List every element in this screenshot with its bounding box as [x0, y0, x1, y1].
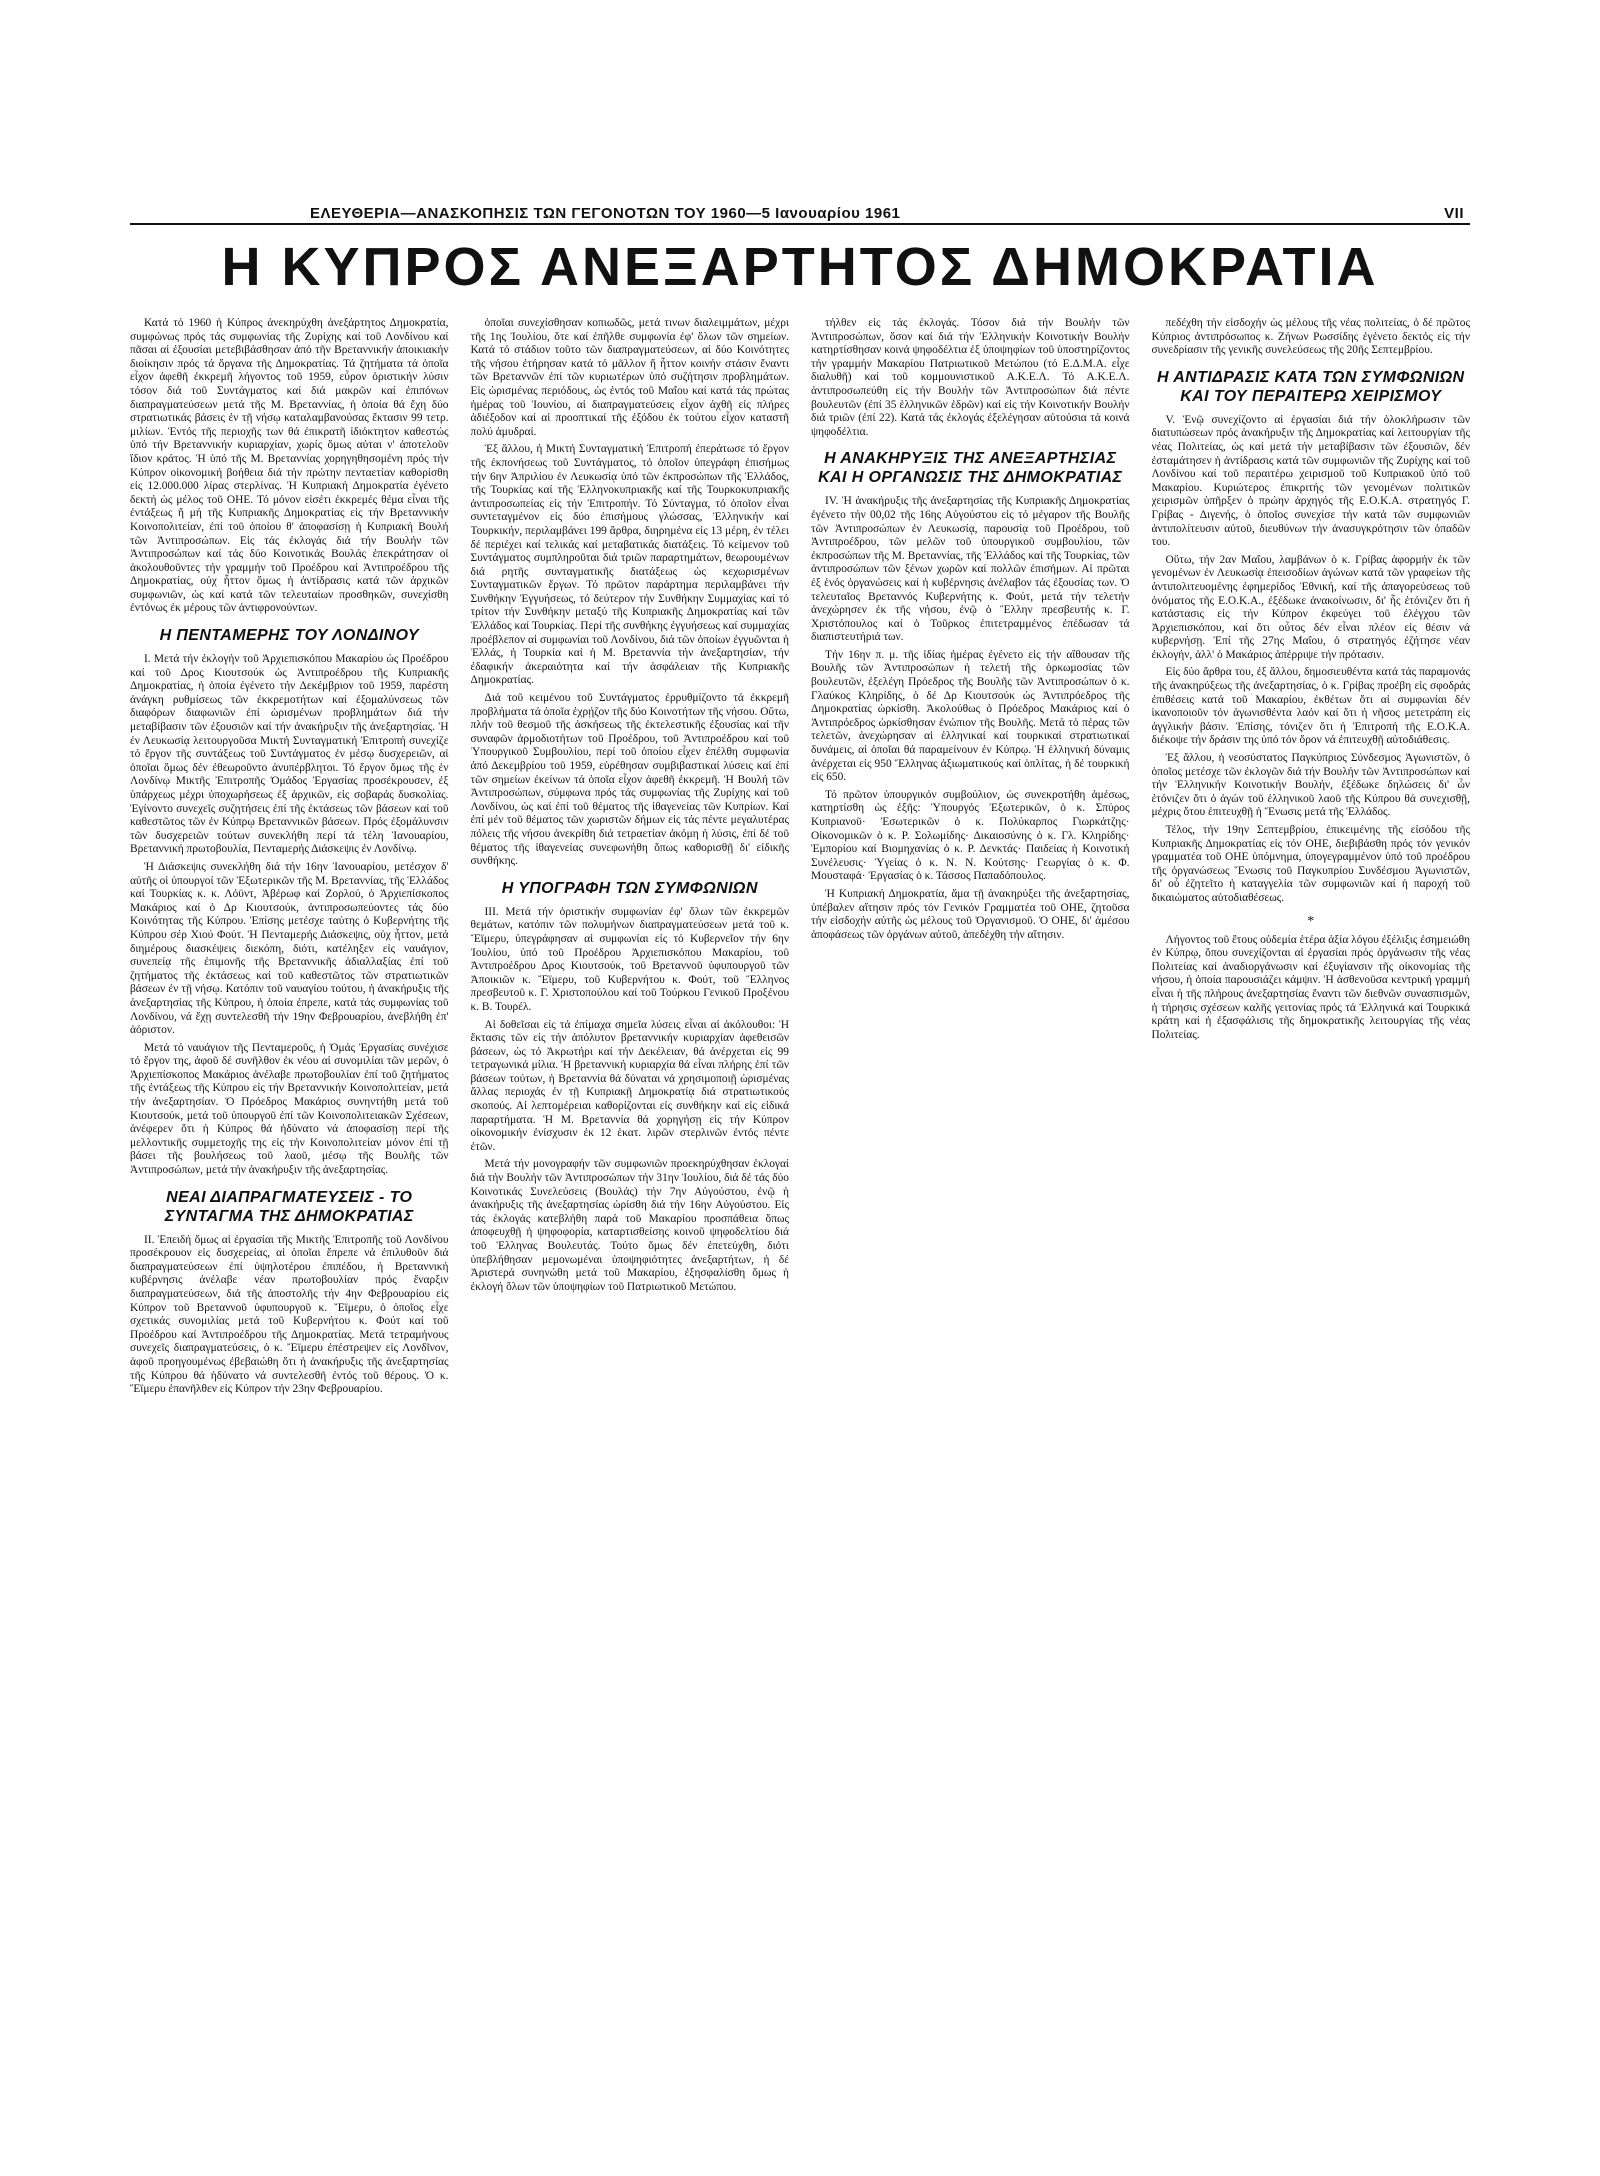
paragraph: Ἐξ ἄλλου, ἡ νεοσύστατος Παγκύπριος Σύνδεσμος Ἀγωνιστῶν, ὁ ὁποῖος μετέσχε τῶν ἐκλογῶν διά τήν Βουλήν τῶν Ἀντιπροσώπων καί τήν Ἑλληνικήν Κοινοτικήν Βουλήν, ἐξέδωκε δηλώσεις δι' ὧν ἐτόνιζεν ὅτι ὁ ἀγών τοῦ ἑλληνικοῦ λαοῦ τῆς Κύπρου θά συνεχισθῇ, μέχρις ὅτου ἐπιτευχθῇ ἡ Ἕνωσις μετά τῆς Ἑλλάδος.	[1151, 752, 1470, 819]
section-separator: *	[1307, 913, 1315, 929]
newspaper-page	[130, 205, 1470, 1905]
paragraph: Ἡ Διάσκεψις συνεκλήθη διά τήν 16ην Ἰανουαρίου, μετέσχον δ' αὐτῆς οἱ ὑπουργοί τῶν Ἐξωτερικῶν τῆς Μ. Βρεταννίας, τῆς Ἑλλάδος καί Τουρκίας κ. κ. Λόϋντ, Ἀβέρωφ καί Ζορλού, ὁ Ἀρχιεπίσκοπος Μακάριος καί ὁ Δρ Κιουτσούκ, ἀντιπροσωπεύοντες τάς δύο Κοινότητας τῆς Κύπρου. Ἐπίσης μετέσχε ταύτης ὁ Κυβερνήτης τῆς Κύπρου σέρ Χιού Φούτ. Ἡ Πενταμερής Διάσκεψις, οὐχ ἧττον, μετά διημέρους διασκέψεις διεκόπη, διότι, κατέληξεν εἰς ναυάγιον, συνεπείᾳ τῆς ἐπιμονῆς τῆς Βρεταννικῆς ἀδιαλλαξίας ἐπί τοῦ ζητήματος τῆς ἐκτάσεως καί τοῦ καθεστῶτος τῶν στρατιωτικῶν βάσεων ἐν τῇ νήσῳ. Κατόπιν τοῦ ναυαγίου τούτου, ἡ ἀνακήρυξις τῆς ἀνεξαρτησίας τῆς Κύπρου, ἡ ὁποία ἐπρεπε, κατά τάς συμφωνίας τοῦ Λονδίνου, νά ἔχῃ συντελεσθῆ τήν 19ην Φεβρουαρίου, ἀνεβλήθη ἐπ' ἀόριστον.	[130, 860, 449, 1037]
paragraph: Εἰς δύο ἄρθρα του, ἐξ ἄλλου, δημοσιευθέντα κατά τάς παραμονάς τῆς ἀνακηρύξεως τῆς ἀνεξαρτησίας, ὁ κ. Γρίβας προέβη εἰς σφοδράς ἐπιθέσεις κατά τοῦ Μακαρίου, ἐκθέτων ὅτι αἱ συμφωνίαι δέν ἱκανοποιοῦν τόν ἀγωνισθέντα λαόν καί ὅτι ἡ νῆσος μετετράπη εἰς ἀγγλικήν βάσιν. Ἐπίσης, τόνιζεν ὅτι ἡ Ἐπιτροπή τῆς Ε.Ο.Κ.Α. διέκοψε τήν δράσιν της ὑπό τόν ὅρον νά ἐπιτευχθῇ αὐτοδιάθεσις.	[1151, 666, 1470, 747]
paragraph: ΙV. Ἡ ἀνακήρυξις τῆς ἀνεξαρτησίας τῆς Κυπριακῆς Δημοκρατίας ἐγένετο τήν 00,02 τῆς 16ης Αὐγούστου εἰς τό μέγαρον τῆς Βουλῆς τῶν Ἀντιπροσώπων ἐν Λευκωσίᾳ, παρουσίᾳ τοῦ Προέδρου, τοῦ Ἀντιπροέδρου, τῶν μελῶν τοῦ ὑπουργικοῦ συμβουλίου, τῶν ἐκπροσώπων τῆς Μ. Βρεταννίας, τῆς Ἑλλάδος καί τῆς Τουρκίας, τῶν ἀντιπροσώπων τῶν ξένων χωρῶν καί πολλῶν ἐπισήμων. Αἱ πρῶται ἐξ ἑνός ὀργανώσεις καί ἡ κυβέρνησις ἀνέλαβον τάς ἐξουσίας των. Ὁ τελευταῖος Βρεταννός Κυβερνήτης κ. Φούτ, μετά τήν τελετήν ἀνεχώρησεν ἐκ τῆς νήσου, ἐνῷ ὁ Ἕλλην πρεσβευτής κ. Γ. Χριστόπουλος καί ὁ Τοῦρκος ἐπιτετραμμένος ἐπέδωσαν τά διαπιστευτήριά των.	[811, 495, 1130, 644]
column-2	[471, 317, 790, 1897]
header-title: ΕΛΕΥΘΕΡΙΑ—ΑΝΑΣΚΟΠΗΣΙΣ ΤΩΝ ΓΕΓΟΝΟΤΩΝ ΤΟΥ 1960—5 Ιανουαρίου 1961	[310, 205, 901, 222]
paragraph: V. Ἐνῷ συνεχίζοντο αἱ ἐργασίαι διά τήν ὁλοκλήρωσιν τῶν διατυπώσεων πρός ἀνακήρυξιν τῆς Δημοκρατίας καί λειτουργίαν τῆς νέας Πολιτείας, ὡς καί μετά τήν μεταβίβασιν τῶν ἐξουσιῶν, δέν ἐσταμάτησεν ἡ ἀντίδρασις κατά τῶν συμφωνιῶν τῆς Ζυρίχης καί τοῦ Λονδίνου καί τοῦ περαιτέρω χειρισμοῦ τοῦ Κυπριακοῦ ὑπό τοῦ Μακαρίου. Κυριώτερος ἐπικριτής τῶν γενομένων πολιτικῶν χειρισμῶν ὑπῆρξεν ὁ πρώην ἀρχηγός τῆς Ε.Ο.Κ.Α. στρατηγός Γ. Γρίβας - Διγενής, ὁ ὁποῖος συνεχίσε τήν κατά τῶν συμφωνιῶν ἀντιπολίτευσιν αὐτοῦ, διευθύνων τήν ἀνασυγκρότησιν τῶν ὀπαδῶν του.	[1151, 413, 1470, 549]
paragraph: Τήν 16ην π. μ. τῆς ἰδίας ἡμέρας ἐγένετο εἰς τήν αἴθουσαν τῆς Βουλῆς τῶν Ἀντιπροσώπων ἡ τελετή τῆς ὁρκωμοσίας τῶν βουλευτῶν, ἐξελέγη Πρόεδρος τῆς Βουλῆς τῶν Ἀντιπροσώπων ὁ κ. Γλαύκος Κληρίδης, ὁ δέ Δρ Κιουτσούκ ὡς Ἀντιπρόεδρος τῆς Δημοκρατίας ὠρκίσθη. Ἀκολούθως ὁ Πρόεδρος Μακάριος καί ὁ Ἀντιπρόεδρος ὡρκίσθησαν ἐνώπιον τῆς Βουλῆς. Μετά τό πέρας τῶν τελετῶν, ἀνεχώρησαν αἱ ἑλληνικαί καί τουρκικαί στρατιωτικαί δυνάμεις, αἱ ὁποῖαι θά παραμείνουν ἐν Κύπρῳ. Ἡ ἑλληνική δύναμις ἀνέρχεται εἰς 950 Ἕλληνας ἀξιωματικούς καί ὁπλίτας, ἡ δέ τουρκική εἰς 650.	[811, 648, 1130, 784]
paragraph: Κατά τό 1960 ἡ Κύπρος ἀνεκηρύχθη ἀνεξάρτητος Δημοκρατία, συμφώνως πρός τάς συμφωνίας τῆς Ζυρίχης καί τοῦ Λονδίνου καί πᾶσαι αἱ ἐξουσίαι μετεβιβάσθησαν ἀπό τῆν Βρεταννικήν ἀποικιακήν διοίκησιν πρός τά ὄργανα τῆς Δημοκρατίας. Τά ζητήματα τά ὁποῖα εἶχον ἀφεθῆ ἐκκρεμῆ λήγοντος τοῦ 1959, εὗρον ὁριστικήν λύσιν τόσον διά τοῦ Συντάγματος καί διά μακρῶν καί ἐπιπόνων διαπραγματεύσεων μετά τῆς Μ. Βρεταννίας, ἡ ὁποία θά ἔχη δύο στρατιωτικάς βάσεις ἐν τῇ νήσῳ καταλαμβανούσας ἔκτασιν 99 τετρ. μιλίων. Ἐντός τῆς περιοχῆς των θά ἐπικρατῆ ἰδιόκτητον καθεστώς ὑπό τήν Βρεταννικήν κυριαρχίαν, χωρίς ὅμως αὐται ν' ἀποτελοῦν ἴδιον κράτος. Ἡ ὑπό τῆς Μ. Βρεταννίας χορηγηθησομένη πρός τήν Κύπρον οἰκονομική βοήθεια διά τήν πρώτην πενταετίαν καθορίσθη εἰς 12.000.000 λίρας στερλίνας. Ἡ Κυπριακή Δημοκρατία ἐγένετο δεκτή ὡς μέλος τοῦ ΟΗΕ. Τό μόνον εἰσέτι ἐκκρεμές θέμα εἶναι τῆς ἐντάξεως ἤ μή τῆς Κυπριακῆς Δημοκρατίας εἰς τήν Βρεταννικήν Κοινοπολιτείαν, ἐπί τοῦ ὁποίου θ' ἀποφασίσῃ ἡ Κυπριακή Βουλή τῶν Ἀντιπροσώπων. Εἰς τάς ἐκλογάς διά τήν Βουλήν τῶν Ἀντιπροσώπων καί τάς δύο Κοινοτικάς Βουλάς ἐπεκράτησαν οἱ ἀκολουθοῦντες τήν γραμμήν τοῦ Προέδρου καί Ἀντιπροέδρου τῆς Δημοκρατίας, οὐχ ἧττον ὅμως ἡ ἀντίδρασις κατά τῶν ἀρχικῶν συμφωνιῶν, ὡς καί κατά τῶν τελευταίων προσθηκῶν, συνεχίσθη ἐντόνως ἐκ μέρους τῶν ἀντιφρονούντων.	[130, 317, 449, 615]
article-columns	[130, 317, 1470, 1897]
running-header	[130, 205, 1470, 225]
paragraph: Διά τοῦ κειμένου τοῦ Συντάγματος ἐρρυθμίζοντο τά ἐκκρεμῆ προβλήματα τά ὁποῖα ἐχρῄζον τῆς δύο Κοινοτήτων τῆς νήσου. Οὕτω, πλήν τοῦ θεσμοῦ τῆς ἀσκήσεως τῆς ἐκτελεστικῆς ἐξουσίας καί τῆν συναφῶν ἁρμοδιοτήτων τοῦ Προέδρου, τοῦ Ἀντιπροέδρου καί τοῦ Ὑπουργικοῦ Συμβουλίου, περί τοῦ ὁποίου εἶχεν ἐπέλθη συμφωνία ἀπό Δεκεμβρίου τοῦ 1959, εὑρέθησαν συμβιβαστικαί λύσεις καί ἐπί τῶν σημείων ἐκείνων τά ὁποῖα εἶχον ἀφεθῆ ἐκκρεμῆ. Ἡ Βουλή τῶν Ἀντιπροσώπων, σύμφωνα πρός τάς συμφωνίας τῆς Ζυρίχης καί τοῦ Λονδίνου, ὡς καί ἐπί τοῦ θέματος τῆς ἰθαγενείας τῶν Κυπρίων. Καί ἐπί μέν τοῦ θέματος τῶν χωριστῶν δήμων εἰς τάς πέντε μεγαλυτέρας πόλεις τῆς νήσου ἀνεκρίθη διά τετραετίαν ἀκόμη ἡ λύσις, ἐπί δέ τοῦ θέματος τῆς ἰθαγενείας συνεφωνήθη ὅπως καθορισθῇ δι' εἰδικῆς συνθήκης.	[470, 692, 789, 868]
paragraph: τήλθεν εἰς τάς ἐκλογάς. Τόσον διά τήν Βουλήν τῶν Ἀντιπροσώπων, ὅσον καί διά τήν Ἑλληνικήν Κοινοτικήν Βουλήν κατηρτίσθησαν κοινά ψηφοδέλτια ἐξ ὑποψηφίων τοῦ ὑποστηρίζοντος τήν γραμμήν Μακαρίου Πατριωτικοῦ Μετώπου (τό Ε.Δ.Μ.Α. εἶχε διαλυθῆ) καί τοῦ κομμουνιστικοῦ Α.Κ.Ε.Λ. Τό Α.Κ.Ε.Λ. ἀντιπροσωπεύθη εἰς τήν Βουλήν τῶν Ἀντιπροσώπων διά πέντε βουλευτῶν (ἐπί 35 ἑλληνικῶν ἑδρῶν) καί εἰς τήν Κοινοτικήν Βουλήν διά τριῶν (ἐπί 22). Κατά τάς ἐκλογάς ἐξελέγησαν αὐτούσια τά κοινά ψηφοδέλτια.	[811, 317, 1130, 438]
paragraph: πεδέχθη τήν εἰσδοχήν ὡς μέλους τῆς νέας πολιτείας, ὁ δέ πρῶτος Κύπριος ἀντιπρόσωπος κ. Ζήνων Ρωσσίδης ἐγένετο δεκτός εἰς τήν συνεδρίασιν τῆς γενικῆς συνελεύσεως τῆς 20ῆς Σεπτεμβρίου.	[1151, 317, 1470, 357]
column-3	[811, 317, 1130, 1897]
article-headline: Η ΚΥΠΡΟΣ ΑΝΕΞΑΡΤΗΤΟΣ ΔΗΜΟΚΡΑΤΙΑ	[221, 237, 1379, 297]
page-number: VII	[1444, 205, 1464, 222]
section-heading: Η ΑΝΤΙΔΡΑΣΙΣ ΚΑΤΑ ΤΩΝ ΣΥΜΦΩΝΙΩΝ ΚΑΙ ΤΟΥ ΠΕΡΑΙΤΕΡΩ ΧΕΙΡΙΣΜΟΥ	[1157, 368, 1465, 405]
paragraph: Τέλος, τήν 19ην Σεπτεμβρίου, ἐπικειμένης τῆς εἰσόδου τῆς Κυπριακῆς Δημοκρατίας εἰς τόν ΟΗΕ, διεβιβάσθη πρός τόν γενικόν γραμματέα τοῦ ΟΗΕ ὑπόμνημα, ὑπογεγραμμένον ὑπό τοῦ προέδρου τῆς ὀργανώσεως Ἕνωσις τοῦ Παγκυπρίου Συνδέσμου Ἀγωνιστῶν, δι' οὗ ἐζητεῖτο ἡ καταγγελία τῶν συμφωνιῶν καί ἡ παροχή τοῦ δικαιώματος αὐτοδιαθέσεως.	[1151, 824, 1470, 904]
column-4	[1152, 317, 1471, 1897]
section-heading: ΝΕΑΙ ΔΙΑΠΡΑΓΜΑΤΕΥΣΕΙΣ - ΤΟ ΣΥΝΤΑΓΜΑ ΤΗΣ ΔΗΜΟΚΡΑΤΙΑΣ	[164, 1188, 414, 1225]
section-heading: Η ΠΕΝΤΑΜΕΡΗΣ ΤΟΥ ΛΟΝΔΙΝΟΥ	[159, 627, 419, 645]
paragraph: Μετά τήν μονογραφήν τῶν συμφωνιῶν προεκηρύχθησαν ἐκλογαί διά τήν Βουλήν τῶν Ἀντιπροσώπων τήν 31ην Ἰουλίου, διά δέ τάς δύο Κοινοτικάς Συνελεύσεις (Βουλάς) τήν 7ην Αὐγούστου, ἐνῷ ἡ ἀνακήρυξις τῆς ἀνεξαρτησίας ὠρίσθη διά τήν 16ην Αὐγούστου. Εἰς τάς ἐκλογάς κατεβλήθη παρά τοῦ Μακαρίου προσπάθεια ὅπως ἀποφευχθῇ ἡ ψηφοφορία, καταρτισθείσης κοινοῦ ψηφοδελτίου διά τοῦ Ἑλληνας Βουλευτάς. Τούτο ὅμως δέν ἐπετεύχθη, διότι ὑπεβλήθησαν μεμονωμέναι ὑποψηφιότητες ἀνεξαρτήτων, ἡ δέ Ἀριστερά συνηνώθη μετά τοῦ Μακαρίου, ἐξησφαλίσθη ὅμως ἡ ἐκλογή ὅλων τῶν ὑποψηφίων τοῦ Πατριωτικοῦ Μετώπου.	[470, 1158, 789, 1293]
paragraph: Ἡ Κυπριακή Δημοκρατία, ἅμα τῇ ἀνακηρύξει τῆς ἀνεξαρτησίας, ὑπέβαλεν αἴτησιν πρός τόν Γενικόν Γραμματέα τοῦ ΟΗΕ, ζητοῦσα τήν εἰσδοχήν αὐτῆς ὡς μέλους τοῦ Ὀργανισμοῦ. Ὁ ΟΗΕ, δι' ἀμέσου ἀποφάσεως τῶν ὀργάνων αὐτοῦ, ἀπεδέχθη τήν αἴτησιν.	[811, 887, 1130, 941]
paragraph: Οὕτω, τήν 2αν Μαΐου, λαμβάνων ὁ κ. Γρίβας ἀφορμήν ἐκ τῶν γενομένων ἐν Λευκωσίᾳ ἐπεισοδίων ἀγώνων κατά τῶν γραφείων τῆς ἀντιπολιτευομένης ἐφημερίδος Ἐθνική, καί τῆς ἀπαγορεύσεως τοῦ ὀνόματος τῆς Ε.Ο.Κ.Α., ἐξέδωκε ἀνακοίνωσιν, δι' ἧς ἐτόνιζεν ὅτι ἡ κατάστασις εἰς τήν Κύπρον ἐκφεύγει τοῦ ἐλέγχου τῶν Ἀρχιεπισκόπου, καί ὅτι οὗτος δέν εἶναι πλέον εἰς θέσιν νά κυβερνήσῃ. Ἐπί τῆς 27ης Μαΐου, ὁ στρατηγός ἐζήτησε νέαν ἐκλογήν, ἀλλ' ὁ Μακάριος ἀπέρριψε τήν πρότασιν.	[1151, 553, 1470, 661]
section-heading: Η ΑΝΑΚΗΡΥΞΙΣ ΤΗΣ ΑΝΕΞΑΡΤΗΣΙΑΣ ΚΑΙ Η ΟΡΓΑΝΩΣΙΣ ΤΗΣ ΔΗΜΟΚΡΑΤΙΑΣ	[818, 450, 1123, 487]
paragraph: Ι. Μετά τήν ἐκλογήν τοῦ Ἀρχιεπισκόπου Μακαρίου ὡς Προέδρου καί τοῦ Δρος Κιουτσούκ ὡς Ἀντιπροέδρου τῆς Κυπριακῆς Δημοκρατίας, ἡ ὁποία ἐγένετο τήν Δεκέμβριον τοῦ 1959, παρέστη ἀνάγκη ρυθμίσεως τῶν ἐκκρεμοτήτων καί ἐξομαλύνσεως τῶν διαφόρων διαφωνιῶν ἐπί ὡρισμένων προβλημάτων διά τήν μεταβίβασιν τῶν ἐξουσιῶν καί τήν ἀνακήρυξιν τῆς ἀνεξαρτησίας. Ἡ ἐν Λευκωσίᾳ λειτουργοῦσα Μικτή Συνταγματική Ἐπιτροπή συνεχίζε τό ἔργον τῆς συντάξεως τοῦ Συντάγματος ἐν μέσῳ δυσχερειῶν, αἱ ὁποῖαι ὅμως δέν ἐθεωροῦντο ἀνυπέρβλητοι. Τό ἔργον ὅμως τῆς ἐν Λονδίνῳ Μικτῆς Ἐπιτροπῆς Ὁμάδος Ἐργασίας προσέκρουσεν, ἐξ ὑπάρχεως μέχρι ὑποχωρήσεως ἐξ ἀρχικῶν, εἰς σοβαράς δυσκολίας. Ἐγίνοντο συνεχεῖς συζητήσεις ἐπί τῆς ἐκτάσεως τῶν βάσεων καί τοῦ καθεστῶτος τῶν ἐν Κύπρῳ Βρεταννικῶν βάσεων. Πρός ἐξομάλυνσιν τῶν δυσχερειῶν τούτων συνεκλήθη περί τά τέλη Ἰανουαρίου, Βρεταννική πρωτοβουλία, Πενταμερής Διάσκεψις ἐν Λονδίνῳ.	[130, 653, 449, 856]
section-heading: Η ΥΠΟΓΡΑΦΗ ΤΩΝ ΣΥΜΦΩΝΙΩΝ	[501, 879, 758, 897]
paragraph: Ἐξ ἄλλου, ἡ Μικτή Συνταγματική Ἐπιτροπή ἐπεράτωσε τό ἔργον τῆς ἐκπονήσεως τοῦ Συντάγματος, τό ὁποῖον ὑπεγράφη ἐπισήμως τήν 6ην Ἀπριλίου ἐν Λευκωσίᾳ ὑπό τῶν ἐκπροσώπων τῆς Ἑλλάδος, τῆς Τουρκίας καί τῆς Ἑλληνοκυπριακῆς καί τῆς Τουρκοκυπριακῆς ἀντιπροσωπείας εἰς τήν Ἐπιτροπήν. Τό Σύνταγμα, τό ὁποῖον εἶναι συντεταγμένον εἰς δύο ἐπισήμους γλώσσας, Ἑλληνικήν καί Τουρκικήν, περιλαμβάνει 199 ἄρθρα, διηρημένα εἰς 13 μέρη, ἐν τέλει δέ περιέχει καί τελικάς καί μεταβατικάς διατάξεις. Τό κείμενον τοῦ Συντάγματος συμπληροῦται διά τριῶν παραρτημάτων, θεωρουμένων διά ρητῆς συνταγματικῆς διατάξεως ὡς κεχωρισμένων Συνταγματικῶν ἔργων. Τό πρῶτον παράρτημα περιλαμβάνει τήν Συνθήκην Ἐγγυήσεως, τό δεύτερον τήν Συνθήκην Συμμαχίας καί τό τρίτον τήν Συνθήκην μεταξύ τῆς Κυπριακῆς Δημοκρατίας καί τῶν Ἐλλάδος καί Τουρκίας. Περί τῆς συνθήκης ἐγγυήσεως καί συμμαχίας προέβλεπον αἱ συμφωνίαι τοῦ Λονδίνου, διά τῶν ὁποίων ἐγγυῶνται ἡ Ἑλλάς, ἡ Τουρκία καί ἡ Μ. Βρεταννία τήν ἀνεξαρτησίαν, τήν ἐδαφικήν ἀκεραιότητα καί τήν ἀσφάλειαν τῆς Κυπριακῆς Δημοκρατίας.	[470, 443, 789, 687]
paragraph: Λήγοντος τοῦ ἔτους οὐδεμία ἑτέρα ἀξία λόγου ἐξέλιξις ἐσημειώθη ἐν Κύπρῳ, ὅπου συνεχίζονται αἱ ἐργασίαι πρός ὀργάνωσιν τῆς νέας Πολιτείας καί ἀναδιοργάνωσιν καί ἐξυγίανσιν τῆς οἰκονομίας τῆς νήσου, ἡ ὁποία παρουσιάζει κάμψιν. Ἡ ἀσθενοῦσα κεντρική γραμμή εἶναι ἡ τῆς πλήρους ἀνεξαρτησίας ἔναντι τῶν διεθνῶν συνασπισμῶν, ἡ τήρησις σχέσεων καλῆς γειτονίας πρός τά Ἑλληνικά καί Τουρκικά κράτη καί ἡ ἐξασφάλισις τῆς δημοκρατικῆς λειτουργίας τῆς νέας Πολιτείας.	[1151, 933, 1470, 1041]
paragraph: Τό πρῶτον ὑπουργικόν συμβούλιον, ὡς συνεκροτήθη ἀμέσως, κατηρτίσθη ὡς ἑξῆς: Ὑπουργός Ἐξωτερικῶν, ὁ κ. Σπύρος Κυπριανοῦ· Ἐσωτερικῶν ὁ κ. Πολύκαρπος Γιωρκάτζης· Οἰκονομικῶν ὁ κ. Ρ. Σολωμίδης· Δικαιοσύνης ὁ κ. Γλ. Κληρίδης· Ἐμπορίου καί Βιομηχανίας ὁ κ. Ρ. Δενκτάς· Παιδείας ἡ Κοινοτική Συνέλευσις· Ὑγείας ὁ κ. Ν. Ν. Κούτσης· Γεωργίας ὁ κ. Φ. Μουσταφά· Ἐργασίας ὁ κ. Τάσσος Παπαδόπουλος.	[811, 788, 1130, 883]
paragraph: Μετά τό ναυάγιον τῆς Πενταμεροῦς, ἡ Ὁμάς Ἐργασίας συνέχισε τό ἔργον της, ἀφοῦ δέ συνῆλθον ἐκ νέου αἱ συνομιλίαι τῶν μερῶν, ὁ Ἀρχιεπίσκοπος Μακάριος ἀνέλαβε πρωτοβουλίαν ἐπί τοῦ ζητήματος τῆς ἐντάξεως τῆς Κύπρου εἰς τήν Βρεταννικήν Κοινοπολιτείαν, μετά τήν ἀνεξαρτησίαν. Ὁ Πρόεδρος Μακάριος συνηντήθη μετά τοῦ Κιουτσούκ, μετά τοῦ ὑπουργοῦ ἐπί τῶν Κοινοπολιτειακῶν Σχέσεων, ἀνέφερεν ὅτι ἡ Κύπρος θά ἠδύνατο νά ἀποφασίσῃ περί τῆς μελλοντικῆς συμμετοχῆς της εἰς τήν Κοινοπολιτείαν μόνον ἐπί τῇ βάσει τῆς βουλήσεως τοῦ λαοῦ, μέσῳ τῆς Βουλῆς τῶν Ἀντιπροσώπων, μετά τήν ἀνακήρυξιν τῆς ἀνεξαρτησίας.	[130, 1041, 449, 1177]
paragraph: Αἱ δοθεῖσαι εἰς τά ἐπίμαχα σημεῖα λύσεις εἶναι αἱ ἀκόλουθοι: Ἡ ἔκτασις τῶν εἰς τήν ἀπόλυτον βρεταννικήν κυριαρχίαν ἀφεθεισῶν βάσεων, ὡς τό Ἀκρωτήρι καί τήν Δεκέλειαν, θά ἀνέρχεται εἰς 99 τετραγωνικά μίλια. Ἡ βρεταννική κυριαρχία θά εἶναι πλήρης ἐπί τῶν βάσεων τούτων, ἡ Βρεταννία θά δύναται νά χρησιμοποιῇ ὡρισμένας ἄλλας περιοχάς ἐν τῇ Κυπριακῇ Δημοκρατίᾳ διά στρατιωτικούς σκοπούς. Αἱ λεπτομέρειαι καθορίζονται εἰς συνθήκην καί εἰς εἰδικά παραρτήματα. Ἡ Μ. Βρεταννία θά χορηγήσῃ εἰς τήν Κύπρον οἰκονομικήν ἐνίσχυσιν ἐκ 12 ἑκατ. λιρῶν στερλινῶν ἐντός πέντε ἐτῶν.	[470, 1018, 789, 1153]
paragraph: ὁποῖαι συνεχίσθησαν κοπιωδῶς, μετά τινων διαλειμμάτων, μέχρι τῆς 1ης Ἰουλίου, ὅτε καί ἐπῆλθε συμφωνία ἐφ' ὅλων τῶν σημείων. Κατά τό στάδιον τοῦτο τῶν διαπραγματεύσεων, αἱ δύο Κοινότητες τῆς νήσου ἐτήρησαν κατά τό μᾶλλον ἤ ἧττον κοινήν στάσιν ἔναντι τῶν Βρεταννῶν ἐπί τῶν κυριωτέρων ὑπό συζήτησιν προβλημάτων. Εἰς ὡρισμένας περιόδους, ὡς ἐντός τοῦ Μαΐου καί κατά τάς πρώτας ἡμέρας τοῦ Ἰουνίου, αἱ διαπραγματεύσεις εἶχον ἀχθῆ εἰς πλήρες ἀδιέξοδον καί αἱ προοπτικαί τῆς ἐξόδου ἐκ τούτου εἶχον καταστῆ πολύ ἀμυδραί.	[470, 317, 789, 438]
paragraph: ΙΙ. Ἐπειδή ὅμως αἱ ἐργασίαι τῆς Μικτῆς Ἐπιτροπῆς τοῦ Λονδίνου προσέκρουον εἰς δυσχερείας, αἱ ὁποῖαι ἔπρεπε νά ἐπιλυθοῦν διά διαπραγματεύσεων ἐπί ὑψηλοτέρου ἐπιπέδου, ἡ Βρεταννική κυβέρνησις ἀνέλαβε νέαν πρωτοβουλίαν πρός ἔναρξιν διαπραγματεύσεων, διά τῆς ἀποστολῆς τήν 4ην Φεβρουαρίου εἰς Κύπρον τοῦ Βρεταννοῦ ὑφυπουργοῦ κ. Ἔϊμερυ, ὁ ὁποῖος εἶχε σχετικάς συνομιλίας μετά τοῦ Κυβερνήτου κ. Φούτ καί τοῦ Προέδρου καί Ἀντιπροέδρου τῆς Δημοκρατίας. Μετά τετραμήνους συνεχεῖς διαπραγματεύσεις, ὁ κ. Ἔϊμερυ ἐπέστρεψεν εἰς Λονδῖνον, ἀφοῦ προηγουμένως ἐβεβαιώθη ὅτι ἡ ἀνακήρυξις τῆς ἀνεξαρτησίας τῆς Κύπρου θά ἠδύνατο νά συντελεσθῆ ἐντός τοῦ θέρους. Ὁ κ. Ἔϊμερυ ἐπανῆλθεν εἰς Κύπρον τήν 23ην Φεβρουαρίου.	[130, 1233, 449, 1396]
paragraph: ΙΙΙ. Μετά τήν ὁριστικήν συμφωνίαν ἐφ' ὅλων τῶν ἐκκρεμῶν θεμάτων, κατόπιν τῶν πολυμήνων διαπραγματεύσεων μετά τοῦ κ. Ἔϊμερυ, ὑπεγράφησαν αἱ συμφωνίαι εἰς τό Κυβερνεῖον τήν 6ην Ἰουλίου, ὑπό τοῦ Προέδρου Ἀρχιεπισκόπου Μακαρίου, τοῦ Ἀντιπροέδρου Δρος Κιουτσούκ, τοῦ Βρεταννοῦ ὑφυπουργοῦ τῶν Ἀποικιῶν κ. Ἔϊμερυ, τοῦ Κυβερνήτου κ. Φούτ, τοῦ Ἕλληνος πρεσβευτοῦ κ. Γ. Χριστοπούλου καί τοῦ Τούρκου Γενικοῦ Προξένου κ. Β. Τουρέλ.	[470, 905, 789, 1013]
column-1	[130, 317, 449, 1897]
